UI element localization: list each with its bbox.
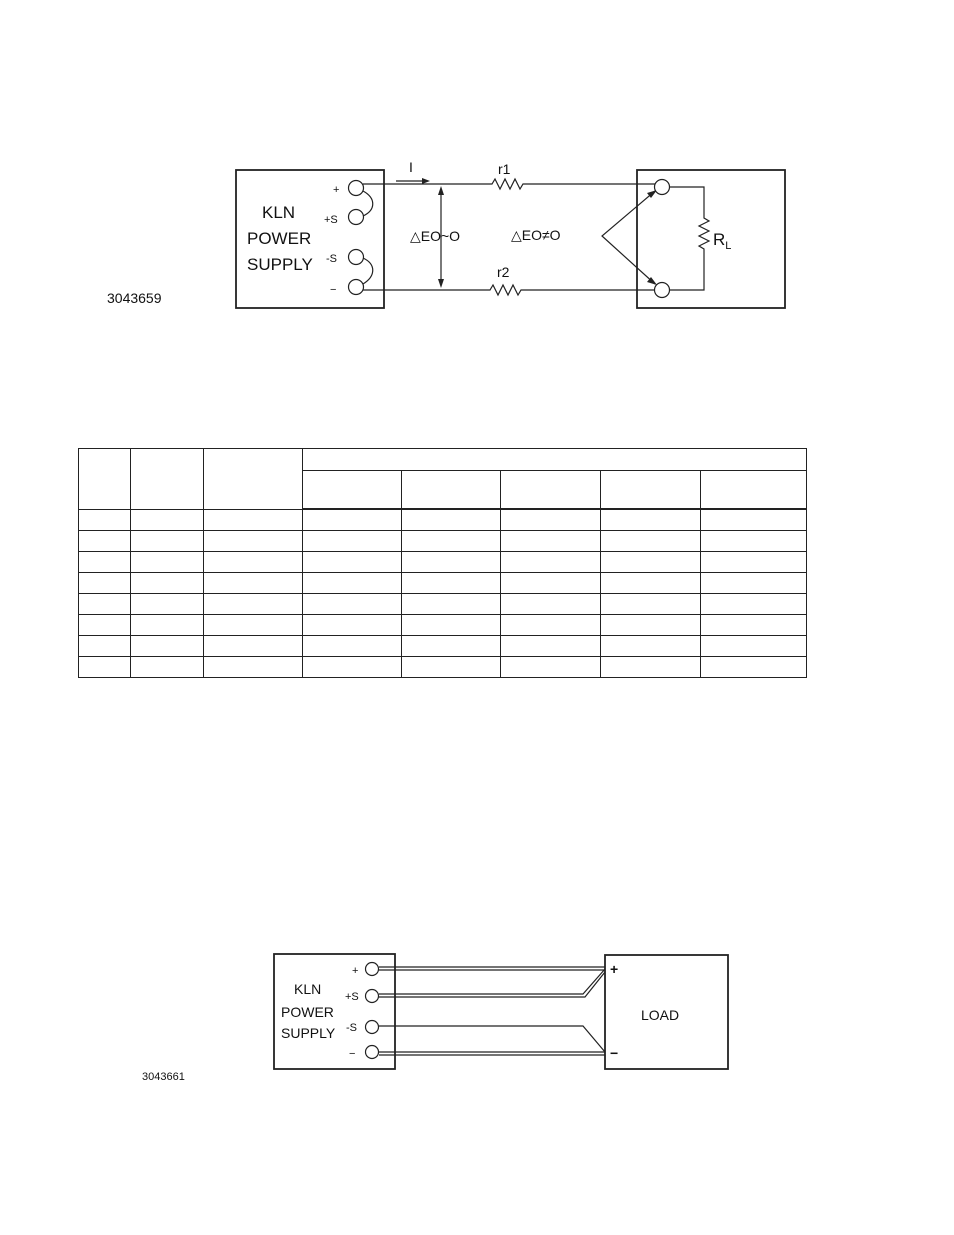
table-header-cell <box>204 449 303 510</box>
table-cell <box>402 657 501 678</box>
table-cell <box>501 594 601 615</box>
table-cell <box>701 657 807 678</box>
table-cell <box>204 615 303 636</box>
table-cell <box>204 509 303 531</box>
table-cell <box>701 615 807 636</box>
delta-not-zero-label: △EO≠O <box>511 227 561 243</box>
table-row <box>79 615 807 636</box>
table-cell <box>501 509 601 531</box>
terminal-minus <box>349 280 364 295</box>
load-plus-label: + <box>610 961 619 977</box>
table-cell <box>79 636 131 657</box>
table-cell <box>402 615 501 636</box>
table-subheader-cell <box>303 471 402 510</box>
table-cell <box>204 573 303 594</box>
current-label: I <box>409 159 413 175</box>
table-cell <box>204 531 303 552</box>
table-cell <box>131 509 204 531</box>
table-cell <box>303 594 402 615</box>
table-cell <box>601 509 701 531</box>
table-cell <box>204 552 303 573</box>
table-cell <box>402 509 501 531</box>
delta-near-zero-label: △EO~O <box>410 228 461 244</box>
table-cell <box>601 552 701 573</box>
table-cell <box>303 552 402 573</box>
terminal-label-plus: + <box>333 184 340 196</box>
wire-plus-sense-2 <box>379 972 605 997</box>
terminal2-label-minus: − <box>349 1048 356 1060</box>
terminal2-plus-sense <box>366 990 379 1003</box>
rl-label: $R_L$ <box>713 230 732 252</box>
load-resistor-rl <box>669 187 709 290</box>
table-cell <box>79 552 131 573</box>
wire-minus-sense <box>379 1026 605 1052</box>
table-cell <box>131 636 204 657</box>
supply-label-line1: KLN <box>262 203 296 222</box>
table-cell <box>303 615 402 636</box>
load-label: LOAD <box>641 1007 680 1023</box>
r2-label: r2 <box>497 264 510 280</box>
table-header-cell <box>79 449 131 510</box>
figure2-ref: 3043661 <box>142 1071 185 1083</box>
load-voltage-pointer <box>602 191 655 284</box>
table-row <box>79 636 807 657</box>
table-cell <box>601 636 701 657</box>
table-cell <box>501 531 601 552</box>
table-cell <box>601 594 701 615</box>
supply-label-line3: SUPPLY <box>247 255 313 274</box>
terminal-label-plus-sense: +S <box>324 214 338 226</box>
r1-label: r1 <box>498 161 511 177</box>
load-minus-label: − <box>610 1045 619 1061</box>
table-cell <box>303 636 402 657</box>
table-subheader-cell <box>402 471 501 510</box>
terminal2-minus <box>366 1046 379 1059</box>
table-cell <box>204 636 303 657</box>
table-cell <box>303 509 402 531</box>
sense-jumper-minus <box>363 258 373 284</box>
supply2-label-line1: KLN <box>294 981 322 997</box>
terminal-minus-sense <box>349 250 364 265</box>
remote-sense-error-diagram <box>0 0 954 330</box>
power-supply-box-2 <box>274 954 395 1069</box>
load-box-2 <box>605 955 728 1069</box>
table-row <box>79 573 807 594</box>
table-cell <box>402 531 501 552</box>
sense-jumper-plus <box>363 191 373 216</box>
table-cell <box>501 636 601 657</box>
table-cell <box>79 594 131 615</box>
wire-plus-sense <box>379 969 605 994</box>
table-header-row <box>79 449 807 471</box>
table-group-header-cell <box>303 449 807 471</box>
table-subheader-cell <box>501 471 601 510</box>
negative-lead <box>363 285 655 295</box>
supply2-label-line3: SUPPLY <box>281 1025 336 1041</box>
table-cell <box>79 615 131 636</box>
table-cell <box>402 552 501 573</box>
table-row <box>79 657 807 678</box>
terminal2-minus-sense <box>366 1021 379 1034</box>
table-cell <box>79 531 131 552</box>
table-cell <box>402 573 501 594</box>
table-cell <box>601 657 701 678</box>
table-cell <box>601 531 701 552</box>
current-arrow-head <box>422 178 430 184</box>
table-cell <box>131 552 204 573</box>
supply-label-line2: POWER <box>247 229 312 248</box>
table-cell <box>131 657 204 678</box>
table-cell <box>303 531 402 552</box>
table-cell <box>501 615 601 636</box>
table-row <box>79 594 807 615</box>
table-subheader-cell <box>601 471 701 510</box>
table-subheader-cell <box>701 471 807 510</box>
table-cell <box>131 615 204 636</box>
terminal2-label-plus: + <box>352 965 359 977</box>
table-cell <box>79 573 131 594</box>
table-cell <box>131 531 204 552</box>
supply-voltage-arrow-top <box>438 186 444 195</box>
terminal-label-minus-sense: -S <box>326 253 337 265</box>
table-cell <box>402 594 501 615</box>
table-cell <box>131 573 204 594</box>
table-cell <box>501 552 601 573</box>
table-body <box>79 509 807 678</box>
terminal2-label-plus-sense: +S <box>345 991 359 1003</box>
table-cell <box>601 615 701 636</box>
table-cell <box>131 594 204 615</box>
table-cell <box>701 594 807 615</box>
load-terminal-bottom <box>655 283 670 298</box>
terminal-plus-sense <box>349 210 364 225</box>
table-cell <box>303 657 402 678</box>
table-cell <box>701 573 807 594</box>
specification-table <box>78 448 807 678</box>
table-cell <box>701 509 807 531</box>
table-cell <box>501 657 601 678</box>
terminal-label-minus: − <box>330 284 337 296</box>
table-cell <box>501 573 601 594</box>
table-header-cell <box>131 449 204 510</box>
table-cell <box>701 552 807 573</box>
table-cell <box>701 636 807 657</box>
terminal2-label-minus-sense: -S <box>346 1022 357 1034</box>
table-row <box>79 509 807 531</box>
load-terminal-top <box>655 180 670 195</box>
table-cell <box>204 594 303 615</box>
figure1-ref: 3043659 <box>107 290 162 306</box>
table-row <box>79 552 807 573</box>
table-cell <box>601 573 701 594</box>
table-cell <box>79 657 131 678</box>
table-cell <box>303 573 402 594</box>
supply-voltage-arrow-bottom <box>438 279 444 288</box>
table-cell <box>402 636 501 657</box>
terminal2-plus <box>366 963 379 976</box>
table-cell <box>701 531 807 552</box>
table-row <box>79 531 807 552</box>
supply2-label-line2: POWER <box>281 1004 334 1020</box>
table-cell <box>79 509 131 531</box>
table-cell <box>204 657 303 678</box>
terminal-plus <box>349 181 364 196</box>
